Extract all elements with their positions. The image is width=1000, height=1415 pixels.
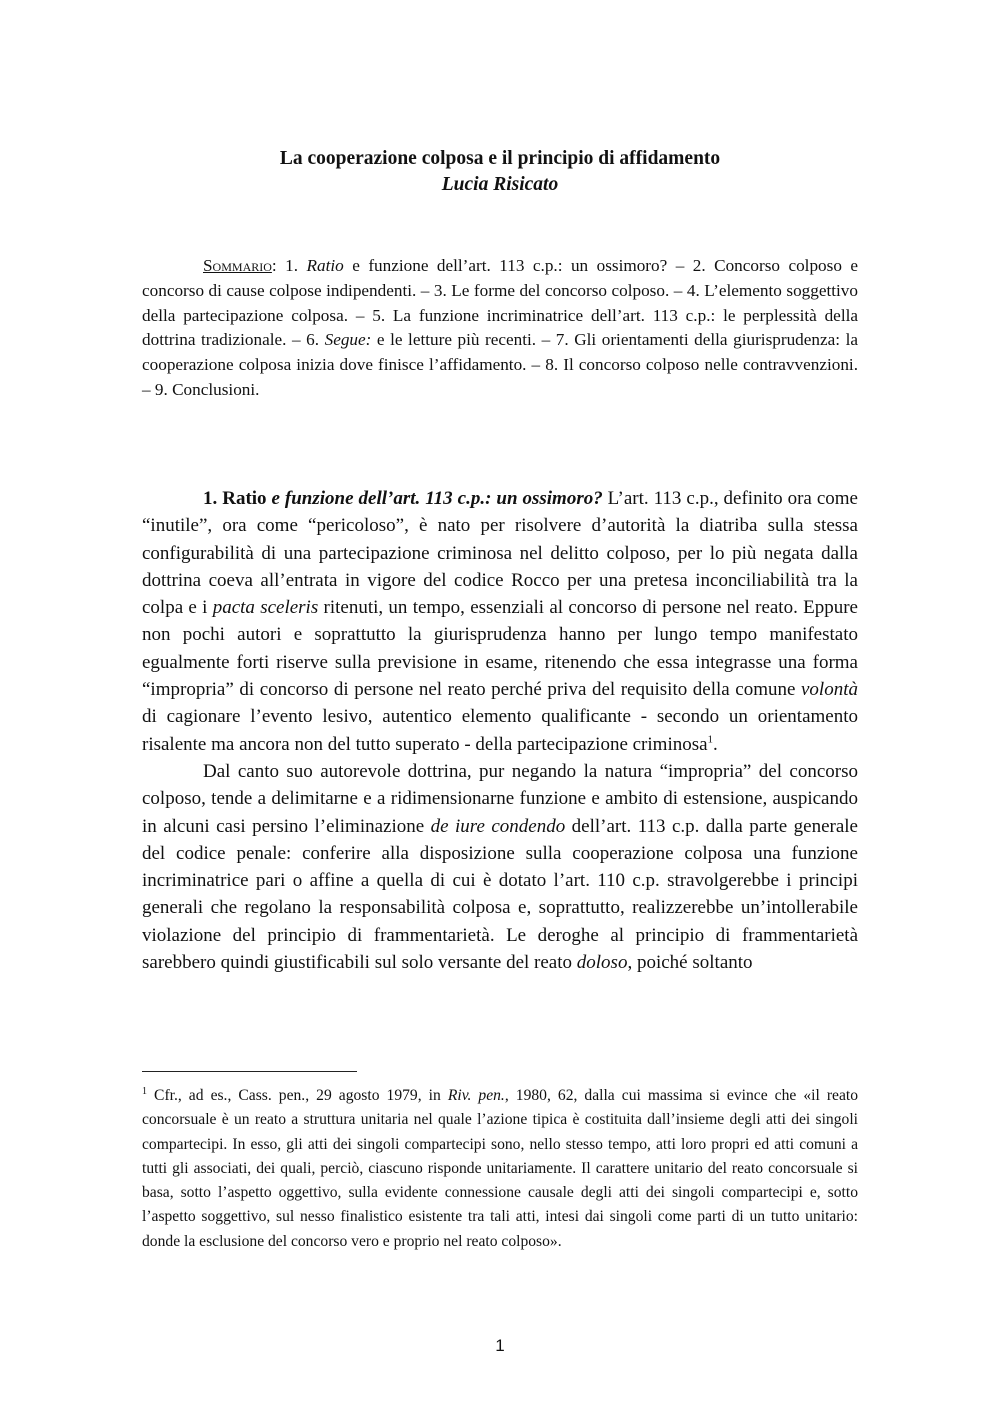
paragraph-1 [142, 485, 858, 758]
footnote-number: 1 [142, 1085, 147, 1097]
paragraph-text: . [713, 733, 718, 755]
section-heading-number: 1. Ratio [203, 488, 267, 509]
italic-term: de iure condendo [430, 815, 566, 837]
document-title: La cooperazione colposa e il principio di affidamento [279, 148, 721, 169]
summary-label: Sommario [203, 256, 272, 275]
italic-term: doloso [576, 952, 628, 974]
footnote-text: , 1980, 62, dalla cui massima si evince che «il reato concorsuale è un reato a struttura unitaria nel quale l’azione tipica è costituita dall’insieme degli atti dei singoli compartecipi. In esso, gli atti dei singoli compartecipi sono, nello stesso tempo, atti loro propri ed atti comuni a tutti gli associati, dei quali, perciò, ciascuno risponde unitariamente. Il carattere unitario del reato concorsuale si basa, sotto l’aspetto oggettivo, sulla evidente connessione causale degli atti dei singoli compartecipi e, sotto l’aspetto soggettivo, sul nesso finalistico esistente tra tali atti, intesi dai singoli come parti di un tutto unitario: donde la esclusione del concorso vero e proprio nel reato colposo». [142, 1087, 858, 1250]
section-heading-title: e funzione dell’art. 113 c.p.: un ossimoro? [266, 488, 603, 509]
paragraph-text: Dal canto suo autorevole dottrina, pur negando la natura “impropria” del concorso colposo, tende a delimitarne e a ridimensionarne funzione e ambito di estensione, auspicando in alcuni casi persino l’eliminazione [142, 760, 858, 837]
italic-term: pacta sceleris [212, 597, 319, 619]
footnote-reference[interactable]: 1 [707, 733, 714, 746]
body-text [142, 485, 858, 976]
page-number: 1 [495, 1336, 505, 1355]
paragraph-text: ritenuti, un tempo, essenziali al concorso di persone nel reato. Eppure non pochi autori e soprattutto la giurisprudenza hanno per lungo tempo manifestato egualmente forti riserve sulla previsione in esame, ritenendo che essa integrasse una forma “impropria” di concorso di persone nel reato perché priva del requisito della comune [142, 597, 858, 701]
italic-term: volontà [801, 679, 858, 701]
paragraph-text: di cagionare l’evento lesivo, autentico elemento qualificante - secondo un orientamento risalente ma ancora non del tutto superato - della partecipazione criminosa [142, 706, 858, 755]
summary-text: e le letture più recenti. – 7. Gli orientamenti della giurisprudenza: la cooperazione colposa inizia dove finisce l’affidamento. – 8. Il concorso colposo nelle contravvenzioni. – 9. Conclusioni. [142, 330, 858, 399]
paragraph-text: , poiché soltanto [627, 952, 753, 974]
summary-colon: : [271, 256, 286, 275]
footnote-italic-source: Riv. pen. [447, 1087, 505, 1104]
summary-italic-ratio: Ratio [306, 256, 344, 275]
summary-text: e funzione dell’art. 113 c.p.: un ossimoro? – 2. Concorso colposo e concorso di cause colpose indipendenti. – 3. Le forme del concorso colposo. – 4. L’elemento soggettivo della partecipazione colposa. – 5. La funzione incriminatrice dell’art. 113 c.p.: le perplessità della dottrina tradizionale. – 6. [142, 256, 859, 350]
summary-italic-segue: Segue: [324, 330, 372, 350]
footnote-1 [142, 1084, 858, 1254]
paragraph-text: dell’art. 113 c.p. dalla parte generale del codice penale: conferire alla disposizione sulla cooperazione colposa una funzione incriminatrice pari o affine a quella di cui è dotato l’art. 110 c.p. stravolgerebbe i principi generali che regolano la responsabilità colposa e, soprattutto, realizzerebbe un’intollerabile violazione del principio di frammentarietà. Le deroghe al principio di frammentarietà sarebbero quindi giustificabili sul solo versante del reato [142, 815, 858, 974]
paragraph-text: L’art. 113 c.p., definito ora come “inutile”, ora come “pericoloso”, è nato per risolvere d’autorità la diatriba sulla stessa configurabilità di una partecipazione criminosa nel delitto colposo, per lo più negata dalla dottrina coeva all’entrata in vigore del codice Rocco per una pretesa inconciliabilità tra la colpa e i [142, 488, 858, 619]
document-author: Lucia Risicato [441, 174, 559, 195]
title-block [0, 146, 1000, 198]
paragraph-2 [142, 758, 858, 976]
footnote-text: Cfr., ad es., Cass. pen., 29 agosto 1979, in [147, 1087, 448, 1104]
footnote-separator [142, 1071, 357, 1072]
summary-text: 1. [285, 256, 307, 275]
summary [142, 254, 858, 403]
